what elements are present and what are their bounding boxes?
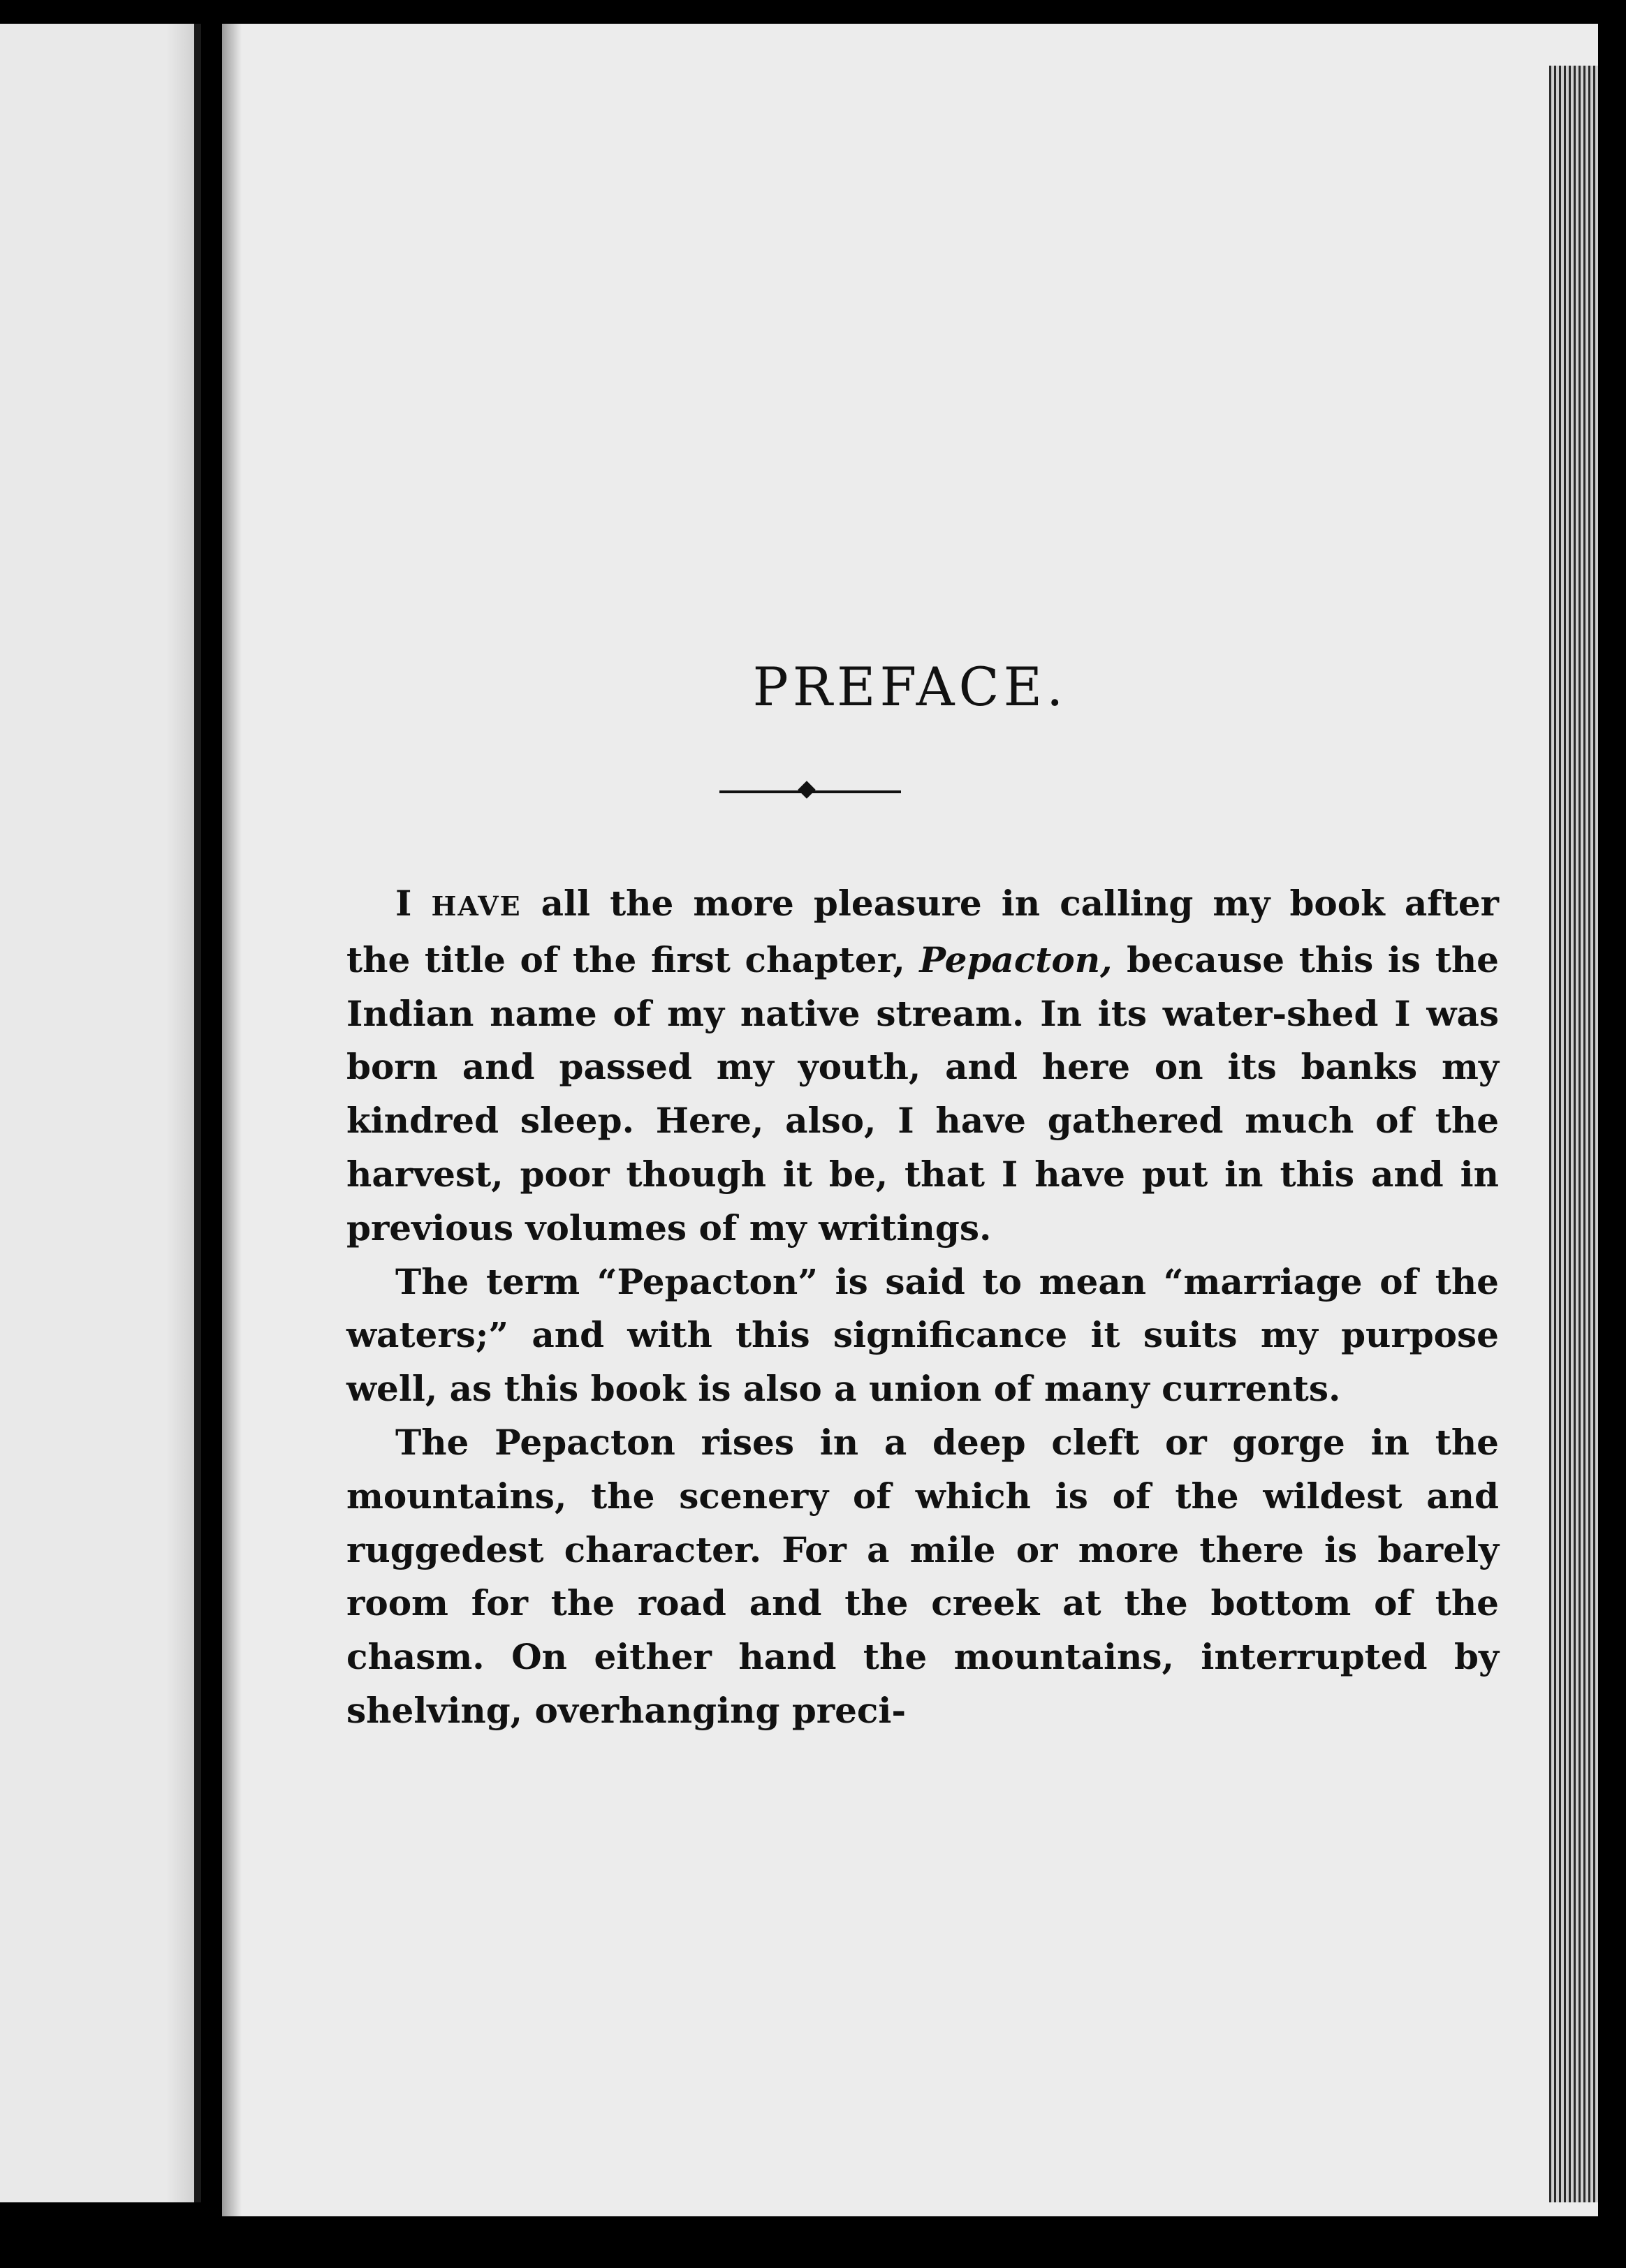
book-page <box>222 24 1598 2216</box>
paragraph-2: The term “Pepacton” is said to mean “marriage of the waters;” and with this significance it suits my purpose well, as this book is also a union of many currents. <box>346 1260 1499 1410</box>
ornamental-rule <box>719 790 901 793</box>
italic-title: Pepacton, <box>919 938 1113 980</box>
paragraph-1-text-b: because this is the Indian name of my native stream. In its water-shed I was born and passed my youth, and here on its banks my kindred sleep. Here, also, I have gathered much of the harvest, poor though it be, that I have put in this and in previous volumes of my writings. <box>346 938 1499 1249</box>
paragraph-3: The Pepacton rises in a deep cleft or gorge in the mountains, the scenery of which is of the wildest and ruggedest character. For a mile or more there is barely room for the road and the creek at the bottom of the chasm. On either hand the mountains, interrupted by shelving, overhanging preci- <box>346 1421 1499 1731</box>
lead-smallcaps: HAVE <box>431 890 522 922</box>
paragraph-1 <box>346 877 1499 1256</box>
page-stack-edge <box>1549 66 1598 2202</box>
diamond-ornament-icon <box>798 781 815 798</box>
previous-page-edge <box>0 24 201 2202</box>
paragraph-1-text-a: all the more pleasure in calling my book after the title of the first chapter, <box>346 883 1499 980</box>
preface-text <box>346 877 1499 1738</box>
page-title: PREFACE. <box>752 656 1068 718</box>
lead-word: I <box>395 883 412 924</box>
